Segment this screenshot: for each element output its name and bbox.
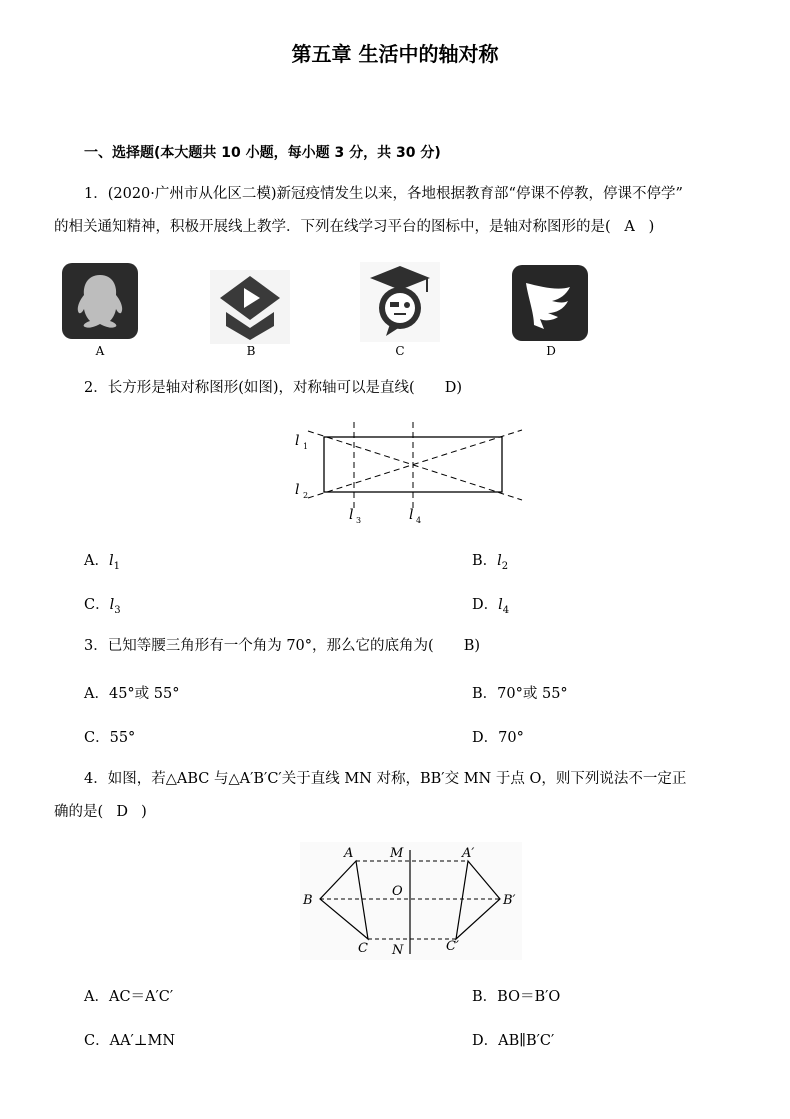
section-heading: 一、选择题(本大题共 10 小题，每小题 3 分，共 30 分) [84,145,441,161]
symmetric-triangles-figure [300,842,522,960]
q2-option-a: A．$l_1$ [84,553,120,572]
label-l1: l [295,433,300,449]
question-3-text: 3．已知等腰三角形有一个角为 70°，那么它的底角为( [84,638,434,654]
svg-text:1: 1 [303,442,309,451]
rectangle-axes-figure [290,418,540,530]
wing-app-icon [512,265,588,341]
question-4-text: 确的是( [54,804,104,820]
label-c: C [358,941,368,956]
label-l3: l [349,507,354,523]
q3-option-b: B．70°或 55° [472,686,568,702]
q3-option-a: A．45°或 55° [84,686,180,702]
label-b-prime: B′ [503,893,516,908]
q4-option-b: B．BO＝B′O [472,989,561,1005]
q2-option-c: C．$l_3$ [84,597,121,616]
q4-option-d: D．AB∥B′C′ [472,1033,555,1049]
question-2-text: 2．长方形是轴对称图形(如图)，对称轴可以是直线( [84,380,415,396]
qq-penguin-icon [62,263,138,339]
video-cap-icon [210,270,290,344]
option-label-a: A [95,344,105,358]
graduation-chat-icon [360,262,440,342]
label-a: A [344,846,354,861]
question-4 [54,763,754,829]
label-c-prime: C′ [446,939,459,954]
svg-text:3: 3 [356,516,362,525]
q4-option-a: A．AC＝A′C′ [84,989,174,1005]
q2-option-d: D．$l_4$ [472,597,510,616]
question-1-line2: 的相关通知精神，积极开展线上教学．下列在线学习平台的图标中，是轴对称图形的是( A ) [54,211,754,244]
question-3-answer: B [463,638,475,654]
label-o: O [392,884,403,899]
q3-option-d: D．70° [472,730,524,746]
question-2-answer: D [444,380,457,396]
question-1-text: 的相关通知精神，积极开展线上教学．下列在线学习平台的图标中，是轴对称图形的是( [54,219,611,235]
label-m: M [390,846,404,861]
label-b: B [303,893,313,908]
question-4-line1: 4．如图，若△ABC 与△A′B′C′关于直线 MN 对称，BB′交 MN 于点 O，则下列说法不一定正 [84,771,687,787]
label-l2: l [295,482,300,498]
label-a-prime: A′ [462,846,475,861]
question-1 [54,178,754,244]
q2-option-b: B．$l_2$ [472,553,509,572]
svg-text:2: 2 [303,491,309,500]
option-label-d: D [546,344,556,358]
question-4-answer: D [116,804,128,820]
svg-text:4: 4 [416,516,422,525]
question-2: 2．长方形是轴对称图形(如图)，对称轴可以是直线( D) [54,372,754,405]
line-l2 [308,430,522,498]
page-title: 第五章 生活中的轴对称 [291,42,499,66]
line-l1 [308,431,522,500]
q4-option-c: C．AA′⊥MN [84,1033,176,1049]
q3-option-c: C．55° [84,730,136,746]
option-label-b: B [246,344,256,358]
question-1-answer: A [624,219,635,235]
label-n: N [392,943,404,958]
label-l4: l [409,507,414,523]
question-1-line1: 1．(2020·广州市从化区二模)新冠疫情发生以来，各地根据教育部“停课不停教，停课不停学” [84,186,683,202]
option-label-c: C [395,344,405,358]
question-4-line2: 确的是( D ) [54,796,754,829]
question-3: 3．已知等腰三角形有一个角为 70°，那么它的底角为( B) [54,630,754,663]
